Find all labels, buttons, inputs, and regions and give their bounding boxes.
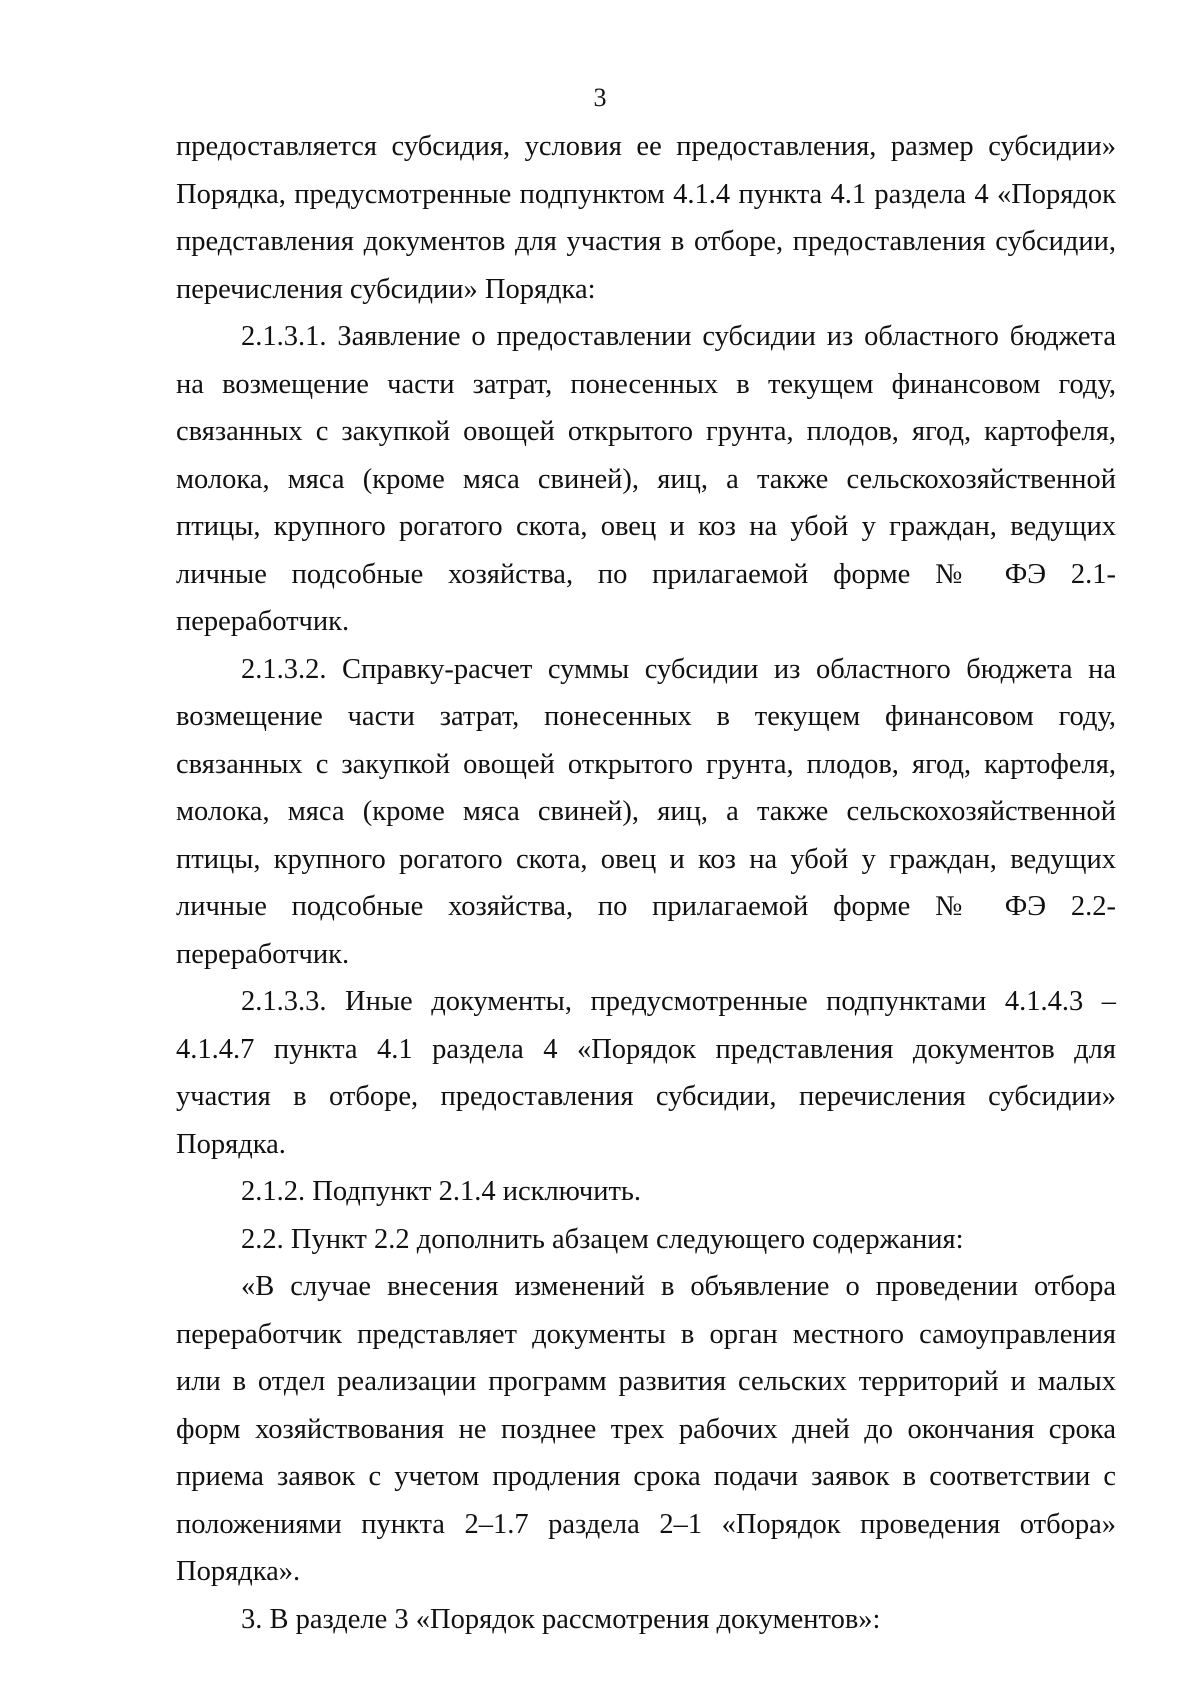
document-body — [176, 123, 1116, 1643]
page-number: 3 — [593, 83, 607, 112]
paragraph-quoted-amendment: «В случае внесения изменений в объявление о проведении отбора переработчик представляет документы в орган местного самоуправления или в отдел реализации программ развития сельских территорий и малых форм хозяйствования не позднее трех рабочих дней до окончания срока приема заявок с учетом продления срока подачи заявок в соответствии с положениями пункта 2–1.7 раздела 2–1 «Порядок проведения отбора» Порядка». — [176, 1271, 1116, 1587]
paragraph-intro-continuation: предоставляется субсидия, условия ее предоставления, размер субсидии» Порядка, предусмотренные подпунктом 4.1.4 пункта 4.1 раздела 4 «Порядок представления документов для участия в отборе, предоставления субсидии, перечисления субсидии» Порядка: — [176, 131, 1116, 305]
paragraph-2-2: 2.2. Пункт 2.2 дополнить абзацем следующего содержания: — [241, 1223, 964, 1255]
paragraph-2-1-3-3: 2.1.3.3. Иные документы, предусмотренные подпунктами 4.1.4.3 – 4.1.4.7 пункта 4.1 раздела 4 «Порядок представления документов для участия в отборе, предоставления субсидии, перечисления субсидии» Порядка. — [176, 986, 1116, 1160]
paragraph-2-1-3-2: 2.1.3.2. Справку-расчет суммы субсидии из областного бюджета на возмещение части затрат, понесенных в текущем финансовом году, связанных с закупкой овощей открытого грунта, плодов, ягод, картофеля, молока, мяса (кроме мяса свиней), яиц, а также сельскохозяйственной птицы, крупного рогатого скота, овец и коз на убой у граждан, ведущих личные подсобные хозяйства, по прилагаемой форме № ФЭ 2.2-переработчик. — [176, 653, 1116, 970]
paragraph-section-3: 3. В разделе 3 «Порядок рассмотрения документов»: — [241, 1603, 881, 1635]
paragraph-2-1-3-1: 2.1.3.1. Заявление о предоставлении субсидии из областного бюджета на возмещение части затрат, понесенных в текущем финансовом году, связанных с закупкой овощей открытого грунта, плодов, ягод, картофеля, молока, мяса (кроме мяса свиней), яиц, а также сельскохозяйственной птицы, крупного рогатого скота, овец и коз на убой у граждан, ведущих личные подсобные хозяйства, по прилагаемой форме № ФЭ 2.1-переработчик. — [176, 321, 1116, 637]
paragraph-2-1-2: 2.1.2. Подпункт 2.1.4 исключить. — [241, 1176, 642, 1207]
